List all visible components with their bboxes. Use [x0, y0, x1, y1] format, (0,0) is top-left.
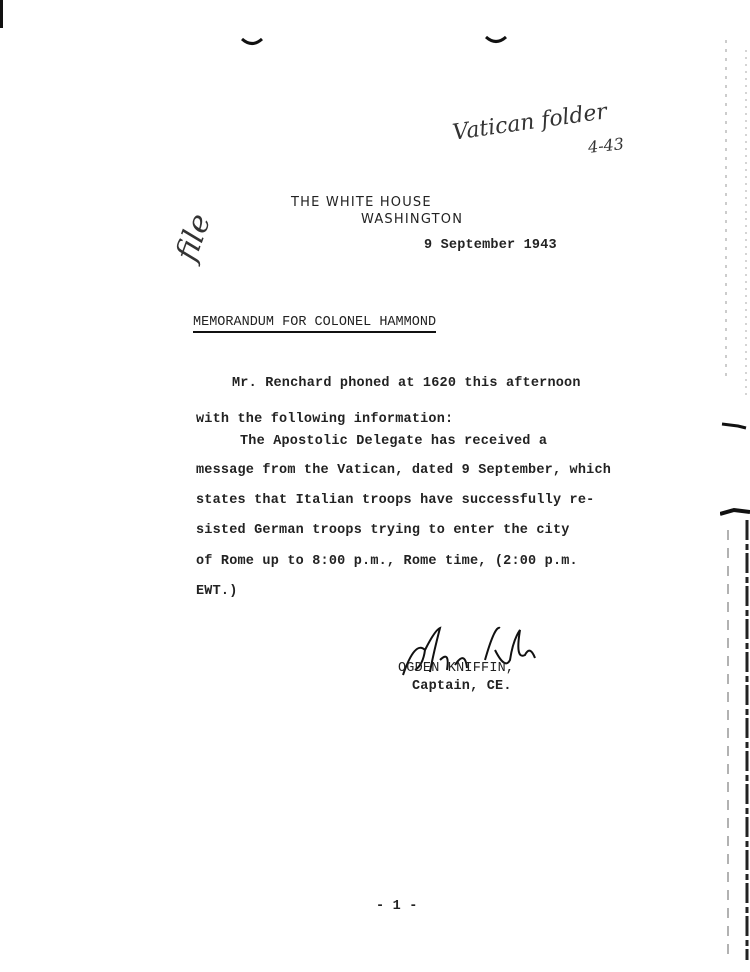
letterhead-line2: WASHINGTON — [361, 212, 464, 227]
memo-date: 9 September 1943 — [424, 238, 557, 253]
body-line: The Apostolic Delegate has received a — [240, 434, 548, 449]
handwritten-date-note: 4-43 — [587, 134, 625, 157]
body-line: sisted German troops trying to enter the city — [196, 523, 570, 538]
body-line: with the following information: — [196, 412, 454, 427]
body-line: states that Italian troops have successfully re- — [196, 493, 595, 508]
body-line: EWT.) — [196, 584, 238, 599]
letterhead-line1: THE WHITE HOUSE — [291, 195, 432, 210]
body-line: message from the Vatican, dated 9 September, which — [196, 463, 612, 478]
memo-subject: MEMORANDUM FOR COLONEL HAMMOND — [193, 315, 436, 333]
punch-mark-right — [484, 34, 508, 46]
signature-title: Captain, CE. — [412, 679, 512, 694]
handwritten-folder-note: Vatican folder — [451, 99, 609, 146]
handwritten-file-note: file — [169, 209, 219, 266]
body-line: Mr. Renchard phoned at 1620 this afternoon — [232, 376, 581, 391]
scanned-page-edge — [720, 0, 750, 972]
left-edge-mark — [0, 0, 3, 28]
signature-name: OGDEN KNIFFIN, — [398, 661, 515, 676]
page-number: - 1 - — [376, 899, 418, 914]
punch-mark-left — [240, 36, 264, 48]
body-line: of Rome up to 8:00 p.m., Rome time, (2:00 p.m. — [196, 554, 578, 569]
